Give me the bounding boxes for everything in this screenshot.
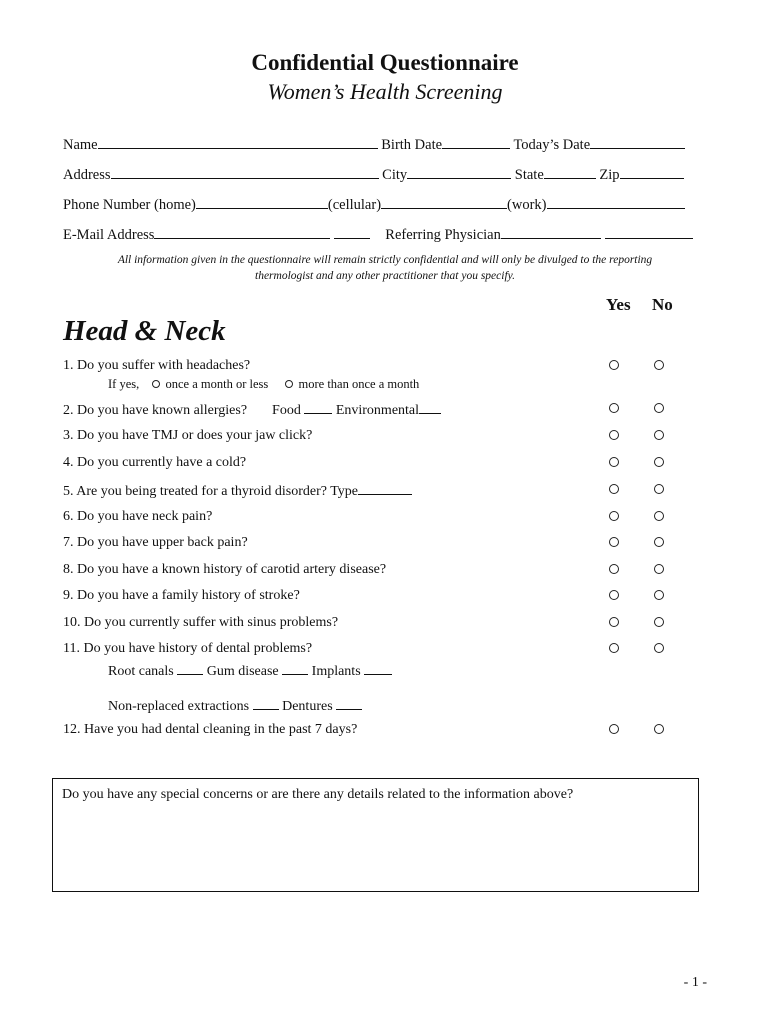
q6-yes-radio[interactable] bbox=[609, 511, 619, 521]
q11-gum-disease-label: Gum disease bbox=[206, 664, 279, 679]
q1-sub-prefix: If yes, bbox=[108, 377, 140, 391]
question-1: 1. Do you suffer with headaches? bbox=[63, 358, 251, 373]
work-field[interactable] bbox=[547, 196, 685, 209]
q1-yes-radio[interactable] bbox=[609, 360, 619, 370]
address-label: Address bbox=[63, 167, 111, 183]
name-label: Name bbox=[63, 137, 98, 153]
name-field[interactable] bbox=[98, 136, 378, 149]
concerns-box[interactable] bbox=[52, 778, 699, 892]
q11-non-replaced-field[interactable] bbox=[253, 697, 279, 710]
q3-yes-radio[interactable] bbox=[609, 430, 619, 440]
work-label: (work) bbox=[507, 197, 547, 213]
info-row-phone bbox=[63, 196, 685, 214]
referring-field[interactable] bbox=[501, 226, 601, 239]
concerns-prompt: Do you have any special concerns or are there any details related to the information above? bbox=[62, 787, 574, 802]
todays-date-field[interactable] bbox=[590, 136, 685, 149]
q2-food-field[interactable] bbox=[304, 401, 332, 414]
q2-environmental-field[interactable] bbox=[419, 401, 441, 414]
question-9: 9. Do you have a family history of stroke? bbox=[63, 588, 300, 603]
city-field[interactable] bbox=[407, 166, 511, 179]
question-7: 7. Do you have upper back pain? bbox=[63, 535, 248, 550]
confidentiality-note bbox=[0, 252, 770, 284]
q8-yes-radio[interactable] bbox=[609, 564, 619, 574]
q4-yes-radio[interactable] bbox=[609, 457, 619, 467]
question-3: 3. Do you have TMJ or does your jaw click? bbox=[63, 428, 313, 443]
question-1-sub bbox=[108, 377, 419, 392]
question-5-row bbox=[63, 482, 412, 500]
section-title: Head & Neck bbox=[63, 315, 226, 347]
question-11-sub-2 bbox=[108, 697, 362, 715]
page-number: - 1 - bbox=[683, 975, 707, 990]
q2-environmental-label: Environmental bbox=[335, 403, 420, 418]
info-row-name bbox=[63, 136, 685, 154]
state-label: State bbox=[514, 167, 544, 183]
question-4: 4. Do you currently have a cold? bbox=[63, 455, 247, 470]
q11-yes-radio[interactable] bbox=[609, 643, 619, 653]
email-field-extra bbox=[334, 226, 370, 239]
page-title: Confidential Questionnaire bbox=[251, 50, 519, 75]
q9-no-radio[interactable] bbox=[654, 590, 664, 600]
q11-non-replaced-label: Non-replaced extractions bbox=[108, 699, 250, 714]
birth-date-field[interactable] bbox=[442, 136, 510, 149]
q11-implants-label: Implants bbox=[311, 664, 361, 679]
address-field[interactable] bbox=[111, 166, 379, 179]
question-5: 5. Are you being treated for a thyroid disorder? Type bbox=[63, 484, 359, 499]
phone-home-label: Phone Number (home) bbox=[63, 197, 196, 213]
q11-dentures-field[interactable] bbox=[336, 697, 362, 710]
q5-yes-radio[interactable] bbox=[609, 484, 619, 494]
q11-no-radio[interactable] bbox=[654, 643, 664, 653]
yes-header: Yes bbox=[606, 295, 631, 314]
cellular-field[interactable] bbox=[381, 196, 507, 209]
q9-yes-radio[interactable] bbox=[609, 590, 619, 600]
q12-no-radio[interactable] bbox=[654, 724, 664, 734]
no-header: No bbox=[652, 295, 673, 314]
referring-label: Referring Physician bbox=[385, 227, 501, 243]
page-subtitle: Women’s Health Screening bbox=[267, 79, 503, 104]
todays-date-label: Today’s Date bbox=[513, 137, 591, 153]
q10-no-radio[interactable] bbox=[654, 617, 664, 627]
q1-no-radio[interactable] bbox=[654, 360, 664, 370]
q1-option-2-radio[interactable] bbox=[285, 380, 293, 388]
question-6: 6. Do you have neck pain? bbox=[63, 509, 213, 524]
q5-type-field[interactable] bbox=[358, 482, 412, 495]
city-label: City bbox=[382, 167, 408, 183]
q3-no-radio[interactable] bbox=[654, 430, 664, 440]
question-11: 11. Do you have history of dental problems? bbox=[63, 641, 313, 656]
question-11-sub-1 bbox=[108, 662, 392, 680]
q2-food-label: Food bbox=[272, 403, 301, 418]
q11-dentures-label: Dentures bbox=[282, 699, 333, 714]
info-row-address bbox=[63, 166, 684, 184]
phone-home-field[interactable] bbox=[196, 196, 328, 209]
email-label: E-Mail Address bbox=[63, 227, 155, 243]
question-2-row bbox=[63, 401, 441, 419]
q10-yes-radio[interactable] bbox=[609, 617, 619, 627]
q7-yes-radio[interactable] bbox=[609, 537, 619, 547]
zip-label: Zip bbox=[599, 167, 620, 183]
q2-no-radio[interactable] bbox=[654, 403, 664, 413]
email-field[interactable] bbox=[154, 226, 330, 239]
q2-yes-radio[interactable] bbox=[609, 403, 619, 413]
q1-option-1-label: once a month or less bbox=[165, 377, 269, 391]
q1-option-2-label: more than once a month bbox=[298, 377, 420, 391]
state-field[interactable] bbox=[544, 166, 596, 179]
q11-implants-field[interactable] bbox=[364, 662, 392, 675]
question-8: 8. Do you have a known history of carotid artery disease? bbox=[63, 562, 387, 577]
q11-root-canals-label: Root canals bbox=[108, 664, 174, 679]
info-row-email bbox=[63, 226, 693, 244]
question-2: 2. Do you have known allergies? bbox=[63, 403, 248, 418]
q5-no-radio[interactable] bbox=[654, 484, 664, 494]
note-line-1: All information given in the questionnaire will remain strictly confidential and will only be divulged to the reporting bbox=[117, 254, 653, 266]
q1-option-1-radio[interactable] bbox=[152, 380, 160, 388]
q11-root-canals-field[interactable] bbox=[177, 662, 203, 675]
zip-field[interactable] bbox=[620, 166, 684, 179]
cellular-label: (cellular) bbox=[327, 197, 382, 213]
birth-date-label: Birth Date bbox=[381, 137, 443, 153]
q7-no-radio[interactable] bbox=[654, 537, 664, 547]
referring-field-extra bbox=[605, 226, 693, 239]
question-12: 12. Have you had dental cleaning in the past 7 days? bbox=[63, 722, 358, 737]
q12-yes-radio[interactable] bbox=[609, 724, 619, 734]
question-10: 10. Do you currently suffer with sinus problems? bbox=[63, 615, 339, 630]
q8-no-radio[interactable] bbox=[654, 564, 664, 574]
note-line-2: thermologist and any other practitioner that you specify. bbox=[255, 270, 515, 282]
q11-gum-disease-field[interactable] bbox=[282, 662, 308, 675]
q4-no-radio[interactable] bbox=[654, 457, 664, 467]
q6-no-radio[interactable] bbox=[654, 511, 664, 521]
